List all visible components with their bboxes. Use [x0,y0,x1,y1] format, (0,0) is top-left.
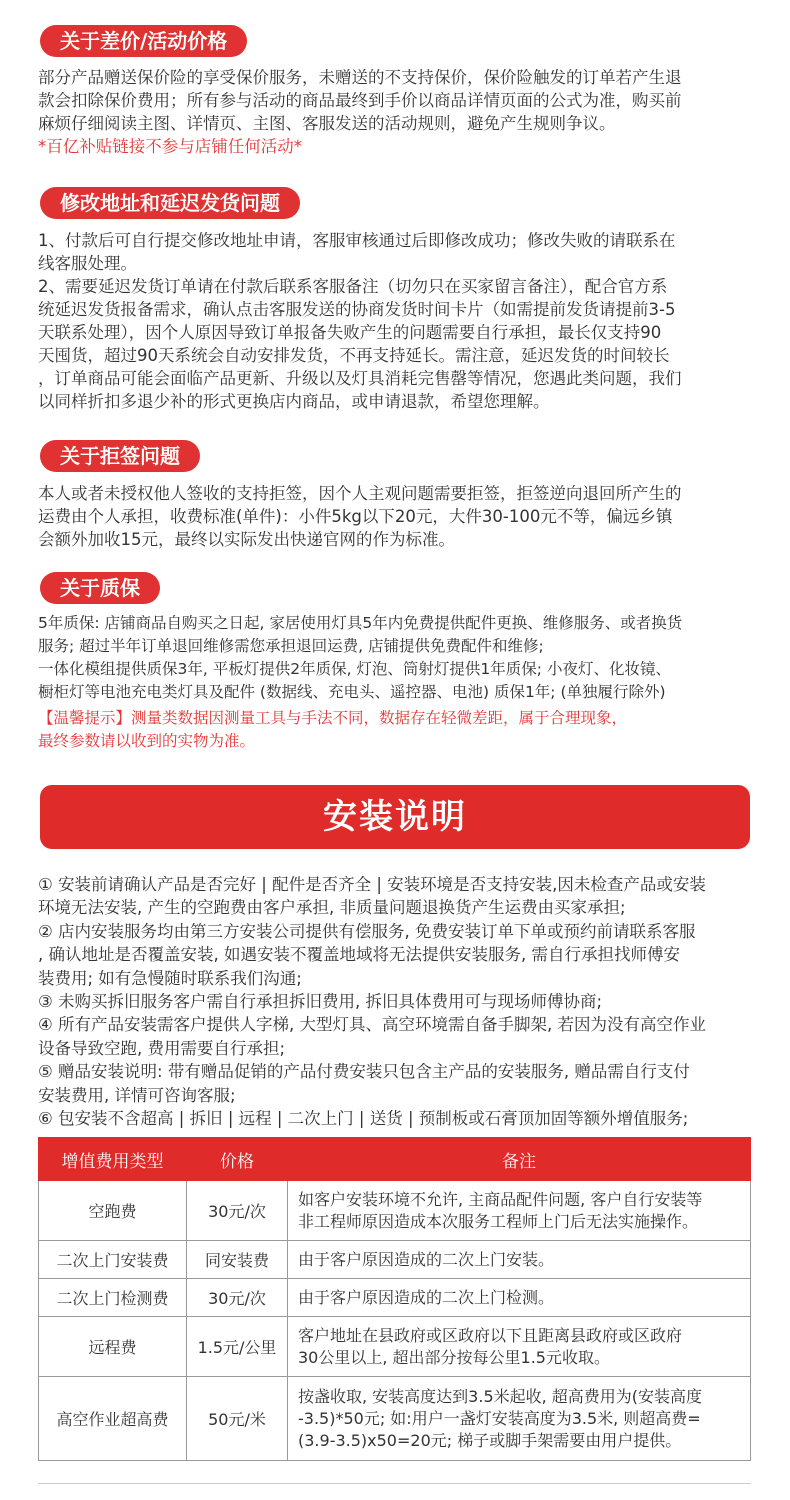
refusal-line: 本人或者未授权他人签收的支持拒签，因个人主观问题需要拒签，拒签逆向退回所产生的 [38,484,682,503]
address-line: 1、付款后可自行提交修改地址申请，客服审核通过后即修改成功；修改失败的请联系在 [38,231,676,250]
header-note: 备注 [288,1138,751,1181]
address-line: 统延迟发货报备需求，确认点击客服发送的协商发货时间卡片（如需提前发货请提前3-5 [38,300,676,319]
install-banner: 安装说明 [40,785,750,849]
refusal-section-text [38,482,763,551]
warranty-line: 一体化模组提供质保3年, 平板灯提供2年质保, 灯泡、筒射灯提供1年质保; 小夜灯、化妆镜、 [38,660,671,678]
refusal-line: 运费由个人承担，收费标准(单件)：小件5kg以下20元，大件30-100元不等，偏远乡镇 [38,507,673,526]
install-line: 设备导致空跑, 费用需要自行承担; [38,1038,286,1058]
fee-type: 二次上门检测费 [39,1279,187,1317]
install-line: , 确认地址是否覆盖安装, 如遇安装不覆盖地域将无法提供安装服务, 需自行承担找师傅安 [38,945,680,965]
warranty-tip: 最终参数请以收到的实物为准。 [38,732,256,750]
install-line: ⑤ 赠品安装说明: 带有赠品促销的产品付费安装只包含主产品的安装服务, 赠品需自行支付 [38,1062,690,1082]
fee-type: 远程费 [39,1317,187,1377]
install-line: ③ 未购买拆旧服务客户需自行承担拆旧费用, 拆旧具体费用可与现场师傅协商; [38,992,603,1012]
fee-note-line: (3.9-3.5)x50=20元; 梯子或脚手架需要由用户提供。 [298,1430,682,1450]
fee-note-line: 如客户安装环境不允许, 主商品配件问题, 客户自行安装等 [298,1189,703,1209]
price-note: *百亿补贴链接不参与店铺任何活动* [38,137,302,156]
fee-note-line: 非工程师原因造成本次服务工程师上门后无法实施操作。 [298,1211,699,1231]
fee-note [288,1377,751,1461]
fee-note-line: 由于客户原因造成的二次上门安装。 [298,1249,555,1269]
fee-note [288,1181,751,1241]
address-section-title: 修改地址和延迟发货问题 [40,187,300,219]
address-line: 线客服处理。 [38,254,137,273]
fee-price: 30元/次 [187,1279,288,1317]
price-section-text [38,66,763,158]
price-line: 部分产品赠送保价险的享受保价服务，未赠送的不支持保价，保价险触发的订单若产生退 [38,68,682,87]
address-section-text [38,229,763,413]
fee-note [288,1241,751,1279]
warranty-line: 5年质保: 店铺商品自购买之日起, 家居使用灯具5年内免费提供配件更换、维修服务、或者换货 [38,614,683,632]
fee-note-line: 客户地址在县政府或区政府以下且距离县政府或区政府 [298,1325,683,1345]
install-text [38,873,763,1130]
warranty-section-text [38,612,763,753]
refusal-section-title: 关于拒签问题 [40,440,200,472]
install-line: 安装费用, 详情可咨询客服; [38,1085,236,1105]
install-line: ② 店内安装服务均由第三方安装公司提供有偿服务, 免费安装订单下单或预约前请联系客服 [38,921,696,941]
fee-type: 二次上门安装费 [39,1241,187,1279]
fee-table [38,1137,751,1461]
fee-type: 空跑费 [39,1181,187,1241]
fee-note-line: 按盏收取, 安装高度达到3.5米起收, 超高费用为(安装高度 [298,1386,703,1406]
table-row [39,1241,751,1279]
fee-price: 1.5元/公里 [187,1317,288,1377]
fee-type: 高空作业超高费 [39,1377,187,1461]
address-line: 天囤货，超过90天系统会自动安排发货，不再支持延长。需注意，延迟发货的时间较长 [38,346,670,365]
install-line: 装费用; 如有急慢随时联系我们沟通; [38,968,302,988]
table-row [39,1279,751,1317]
address-line: 以同样折扣多退少补的形式更换店内商品，或申请退款，希望您理解。 [38,392,550,411]
fee-price: 30元/次 [187,1181,288,1241]
warranty-line: 服务; 超过半年订单退回维修需您承担退回运费, 店铺提供免费配件和维修; [38,637,544,655]
install-line: ① 安装前请确认产品是否完好 | 配件是否齐全 | 安装环境是否支持安装,因未检查产品或安装 [38,875,706,894]
fee-note-line: 由于客户原因造成的二次上门检测。 [298,1287,555,1307]
price-line: 款会扣除保价费用；所有参与活动的商品最终到手价以商品详情页面的公式为准，购买前 [38,91,682,110]
address-line: 天联系处理），因个人原因导致订单报备失败产生的问题需要自行承担，最长仅支持90 [38,323,662,342]
refusal-line: 会额外加收15元，最终以实际发出快递官网的作为标准。 [38,530,455,549]
table-row [39,1377,751,1461]
fee-price: 50元/米 [187,1377,288,1461]
fee-note [288,1279,751,1317]
header-type: 增值费用类型 [39,1138,187,1181]
header-price: 价格 [187,1138,288,1181]
install-line: ⑥ 包安装不含超高 | 拆旧 | 远程 | 二次上门 | 送货 | 预制板或石膏顶加固等额外增值服务; [38,1109,689,1129]
install-line: 环境无法安装, 产生的空跑费由客户承担, 非质量问题退换货产生运费由买家承担; [38,898,626,918]
fee-note [288,1317,751,1377]
warranty-line: 橱柜灯等电池充电类灯具及配件 (数据线、充电头、遥控器、电池) 质保1年; (单独履行除外) [38,683,666,701]
bottom-divider [38,1483,751,1484]
address-line: ，订单商品可能会面临产品更新、升级以及灯具消耗完售罄等情况，您遇此类问题，我们 [38,369,682,388]
warranty-tip: 【温馨提示】测量类数据因测量工具与手法不同，数据存在轻微差距，属于合理现象， [38,709,628,727]
warranty-section-title: 关于质保 [40,572,160,604]
fee-table-header [39,1138,751,1181]
install-line: ④ 所有产品安装需客户提供人字梯, 大型灯具、高空环境需自备手脚架, 若因为没有高空作业 [38,1015,707,1035]
table-row [39,1317,751,1377]
fee-note-line: -3.5)*50元; 如:用户一盏灯安装高度为3.5米, 则超高费= [298,1408,701,1428]
fee-price: 同安装费 [187,1241,288,1279]
table-row [39,1181,751,1241]
address-line: 2、需要延迟发货订单请在付款后联系客服备注（切勿只在买家留言备注），配合官方系 [38,277,668,296]
fee-note-line: 30公里以上, 超出部分按每公里1.5元收取。 [298,1347,610,1367]
price-section-title: 关于差价/活动价格 [40,25,247,57]
price-line: 麻烦仔细阅读主图、详情页、主图、客服发送的活动规则，避免产生规则争议。 [38,114,616,133]
